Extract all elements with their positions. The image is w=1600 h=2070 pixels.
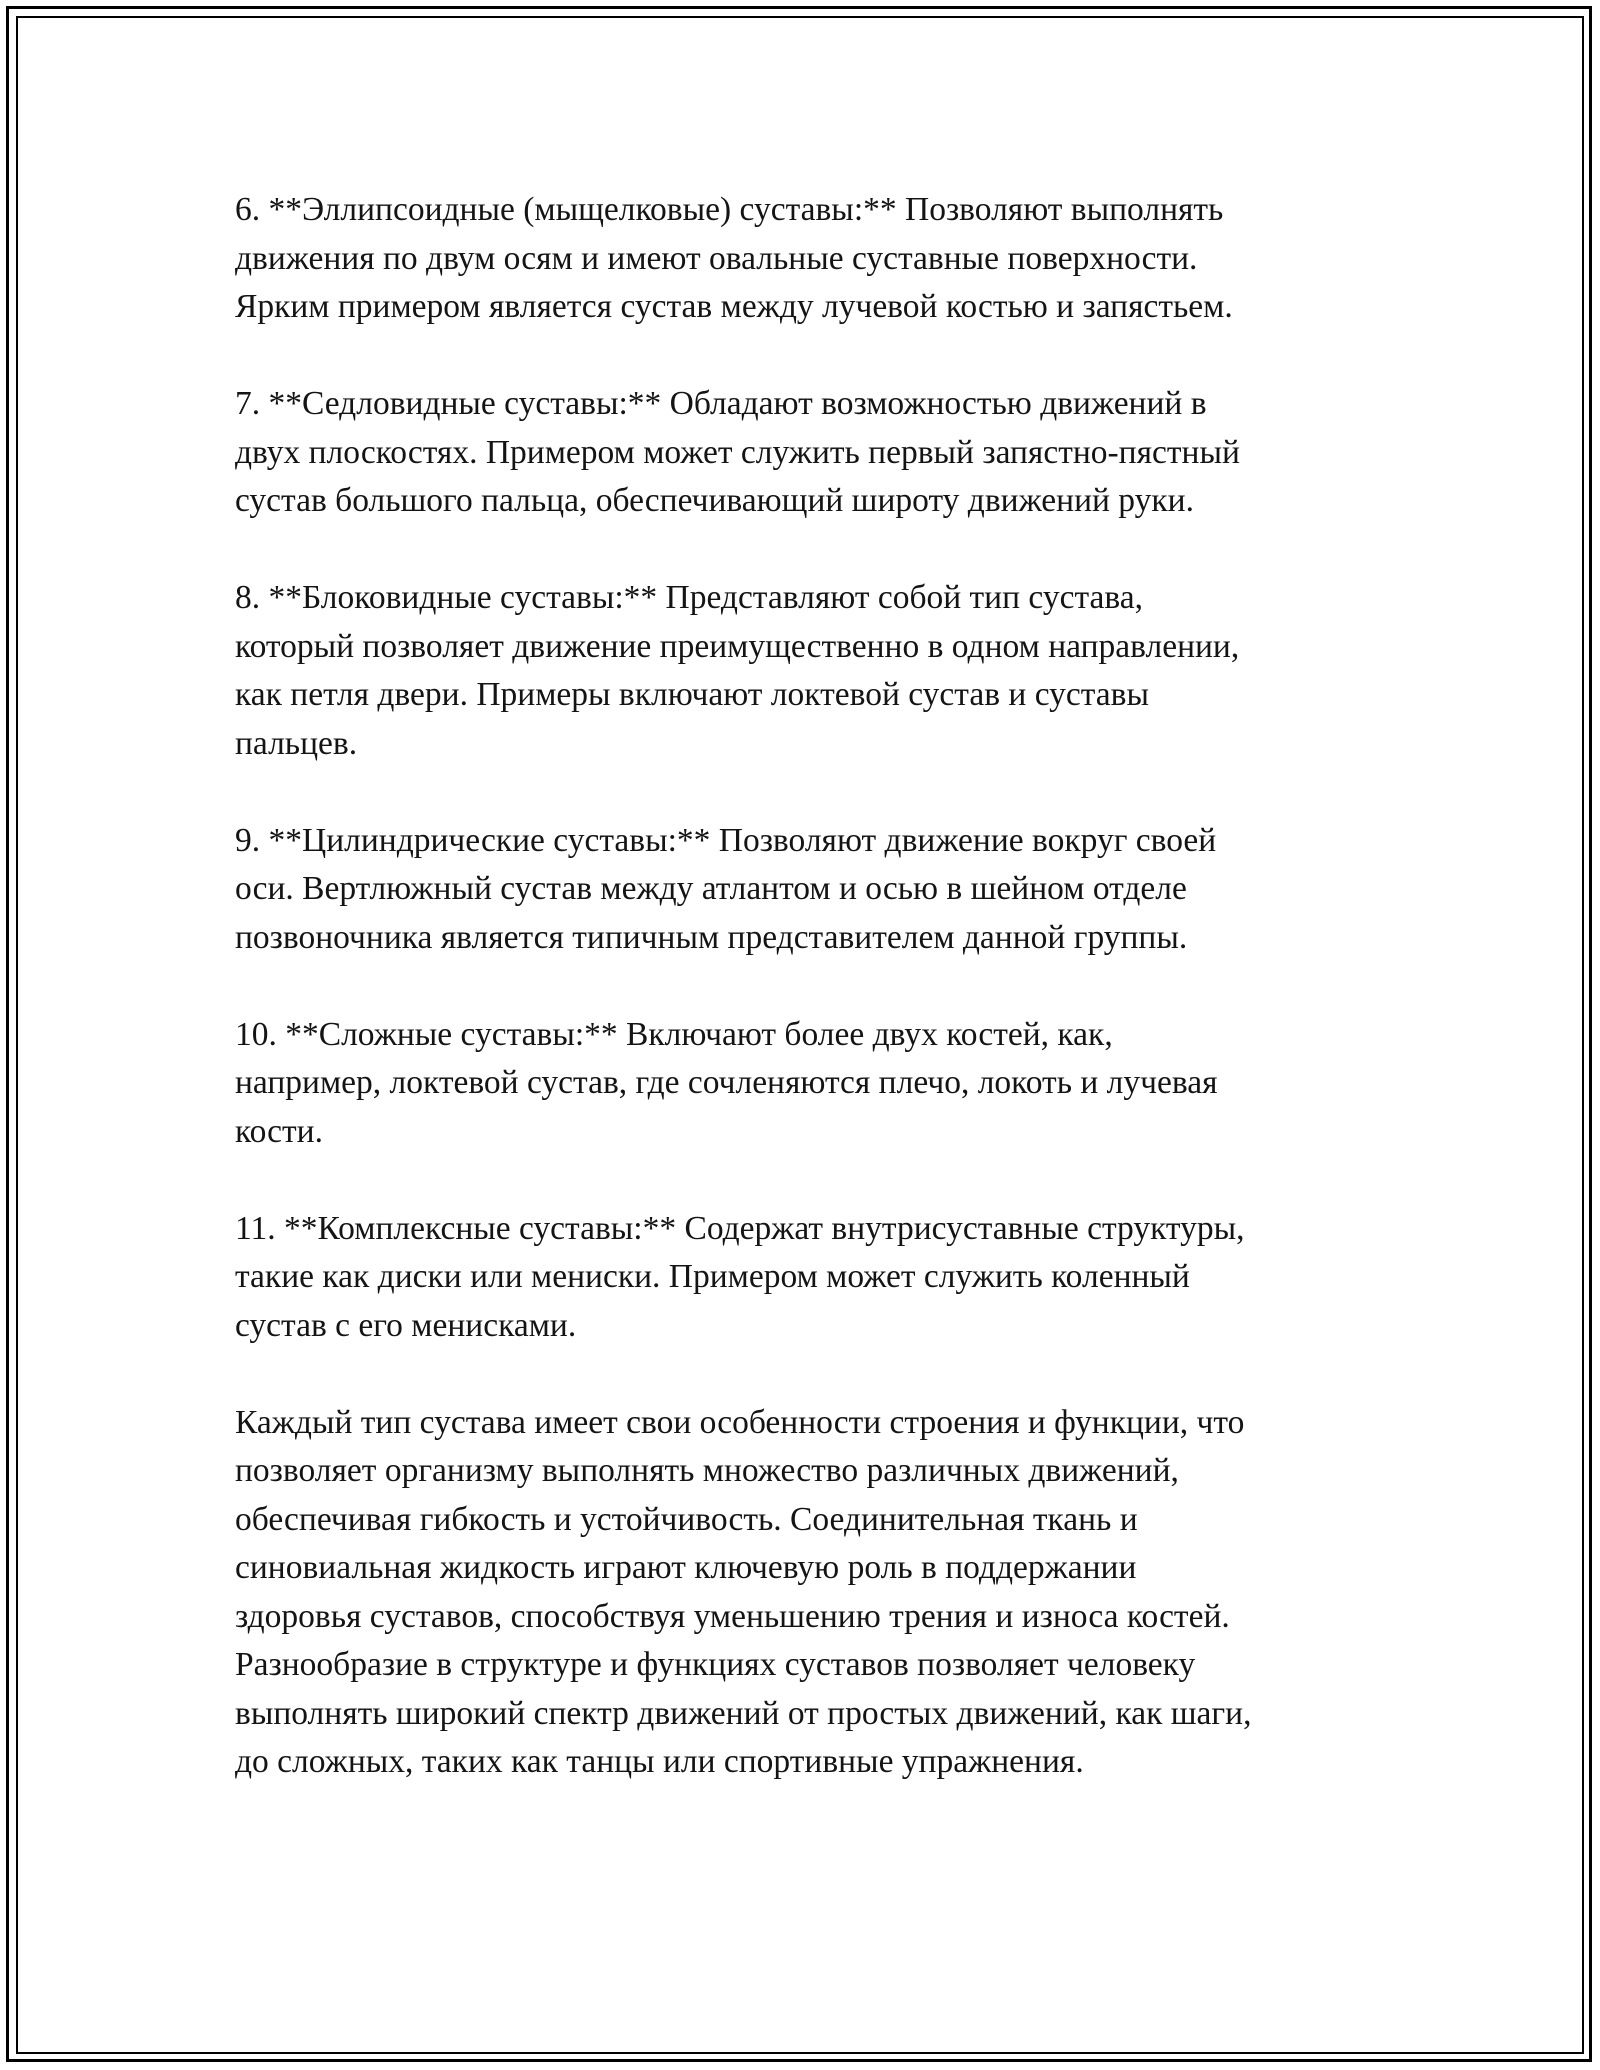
paragraph-ellipsoid-joints: 6. **Эллипсоидные (мыщелковые) суставы:** Позволяют выполнять движения по двум осям и имеют овальные суставные поверхности. Ярким примером является сустав между лучевой костью и запястьем. [235, 191, 1233, 325]
paragraph-conclusion: Каждый тип сустава имеет свои особенности строения и функции, что позволяет организму выполнять множество различных движений, обеспечивая гибкость и устойчивость. Соединительная ткань и синовиальная жидкость играют ключевую роль в поддержании здоровья суставов, способствуя уменьшению трения и износа костей. Разнообразие в структуре и функциях суставов позволяет человеку выполнять широкий спектр движений от простых движений, как шаги, до сложных, таких как танцы или спортивные упражнения. [235, 1403, 1252, 1780]
paragraph-saddle-joints: 7. **Седловидные суставы:** Обладают возможностью движений в двух плоскостях. Примером может служить первый запястно-пястный сустав большого пальца, обеспечивающий широту движений руки. [235, 385, 1240, 519]
paragraph-compound-joints: 10. **Сложные суставы:** Включают более двух костей, как, например, локтевой сустав, где сочленяются плечо, локоть и лучевая кости. [235, 1015, 1218, 1150]
paragraph-pivot-joints: 9. **Цилиндрические суставы:** Позволяют движение вокруг своей оси. Вертлюжный сустав между атлантом и осью в шейном отделе позвоночника является типичным представителем данной группы. [235, 821, 1217, 956]
document-body [235, 186, 1365, 1787]
paragraph-hinge-joints: 8. **Блоковидные суставы:** Представляют собой тип сустава, который позволяет движение преимущественно в одном направлении, как петля двери. Примеры включают локтевой сустав и суставы пальцев. [235, 579, 1240, 762]
paragraph-complex-joints: 11. **Комплексные суставы:** Содержат внутрисуставные структуры, такие как диски или мениски. Примером может служить коленный сустав с его менисками. [235, 1209, 1245, 1344]
